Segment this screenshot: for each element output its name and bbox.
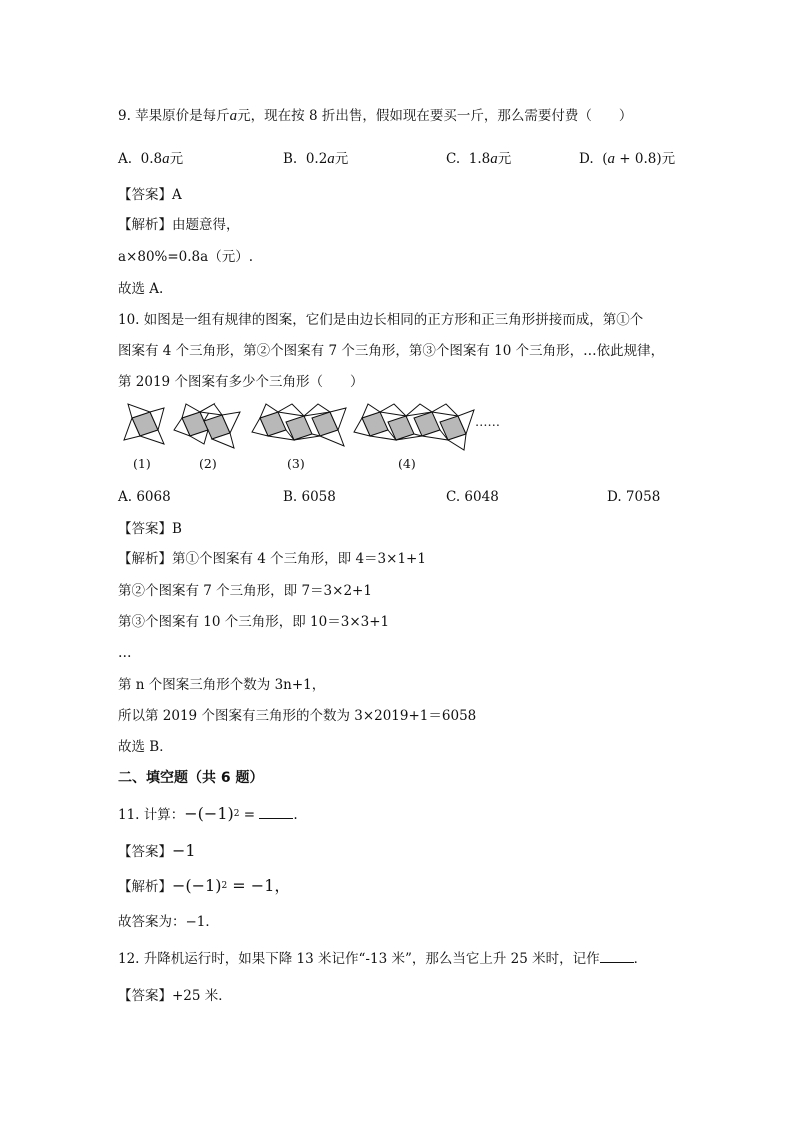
- q10-stem-line-3: 第 2019 个图案有多少个三角形（ ）: [118, 374, 364, 390]
- figure-label-3: (3): [287, 456, 305, 471]
- q10-answer: 【答案】B: [118, 521, 182, 537]
- pattern-4: [354, 404, 474, 450]
- pattern-1: [124, 404, 164, 444]
- q9-option-b: B. 0.2a元: [283, 151, 349, 167]
- figure-label-4: (4): [398, 456, 416, 471]
- q10-analysis-line-4: …: [118, 645, 132, 661]
- figure-ellipsis: ……: [475, 414, 500, 429]
- pattern-3: [252, 404, 346, 446]
- q10-stem-line-2: 图案有 4 个三角形，第②个图案有 7 个三角形，第③个图案有 10 个三角形，…依此规律，: [118, 343, 665, 359]
- q12-stem: 12. 升降机运行时，如果下降 13 米记作“-13 米”，那么当它上升 25 米时，记作 ．: [118, 951, 648, 967]
- q10-option-b: B. 6058: [283, 489, 336, 505]
- q10-analysis-line-5: 第 n 个图案三角形个数为 3n+1，: [118, 677, 326, 693]
- pattern-3-triangle: [278, 404, 304, 416]
- figure-label-1: (1): [133, 456, 151, 471]
- q10-option-c: C. 6048: [446, 489, 499, 505]
- q10-analysis-line-6: 所以第 2019 个图案有三角形的个数为 3×2019+1＝6058: [118, 708, 477, 724]
- pattern-2: [174, 404, 240, 448]
- figure-label-2: (2): [199, 456, 217, 471]
- q9-option-d: D. (a + 0.8)元: [579, 151, 676, 167]
- pattern-figure: [118, 398, 518, 482]
- q10-analysis-line-7: 故选 B．: [118, 739, 173, 755]
- q11-analysis: 【解析】$-(-1)^2 = -1$，: [118, 876, 291, 895]
- q10-option-a: A. 6068: [118, 489, 171, 505]
- q9-answer: 【答案】A: [118, 187, 182, 203]
- q12-answer: 【答案】+25 米．: [118, 988, 232, 1004]
- q10-analysis-line-1: 【解析】第①个图案有 4 个三角形，即 4＝3×1+1: [118, 551, 426, 567]
- q11-conclusion: 故答案为：−1．: [118, 914, 219, 930]
- q9-option-c: C. 1.8a元: [446, 151, 512, 167]
- q11-stem: 11. 计算：$-(-1)^2$ = .: [118, 804, 298, 823]
- q10-stem-line-1: 10. 如图是一组有规律的图案，它们是由边长相同的正方形和正三角形拼接而成，第①个: [118, 312, 644, 328]
- q10-option-d: D. 7058: [607, 489, 661, 505]
- q11-answer-blank: [259, 806, 293, 819]
- section-heading: 二、填空题（共 6 题）: [118, 770, 264, 786]
- q12-answer-blank: [600, 950, 634, 963]
- q9-option-a: A. 0.8a元: [118, 151, 184, 167]
- q9-variable: a: [229, 108, 238, 124]
- q11-answer: 【答案】−1: [118, 841, 196, 860]
- q9-stem: 9. 苹果原价是每斤a元，现在按 8 折出售，假如现在要买一斤，那么需要付费（ ）: [118, 108, 633, 124]
- q9-analysis-line-1: 【解析】由题意得，: [118, 217, 240, 233]
- pattern-4-triangle: [432, 404, 458, 416]
- q10-analysis-line-2: 第②个图案有 7 个三角形，即 7＝3×2+1: [118, 583, 372, 599]
- pattern-figure-svg: [118, 398, 518, 478]
- q9-analysis-line-2: a×80%=0.8a（元）.: [118, 249, 253, 265]
- q9-analysis-line-3: 故选 A.: [118, 281, 164, 297]
- q10-analysis-line-3: 第③个图案有 10 个三角形，即 10＝3×3+1: [118, 614, 390, 630]
- pattern-4-triangle: [380, 404, 406, 416]
